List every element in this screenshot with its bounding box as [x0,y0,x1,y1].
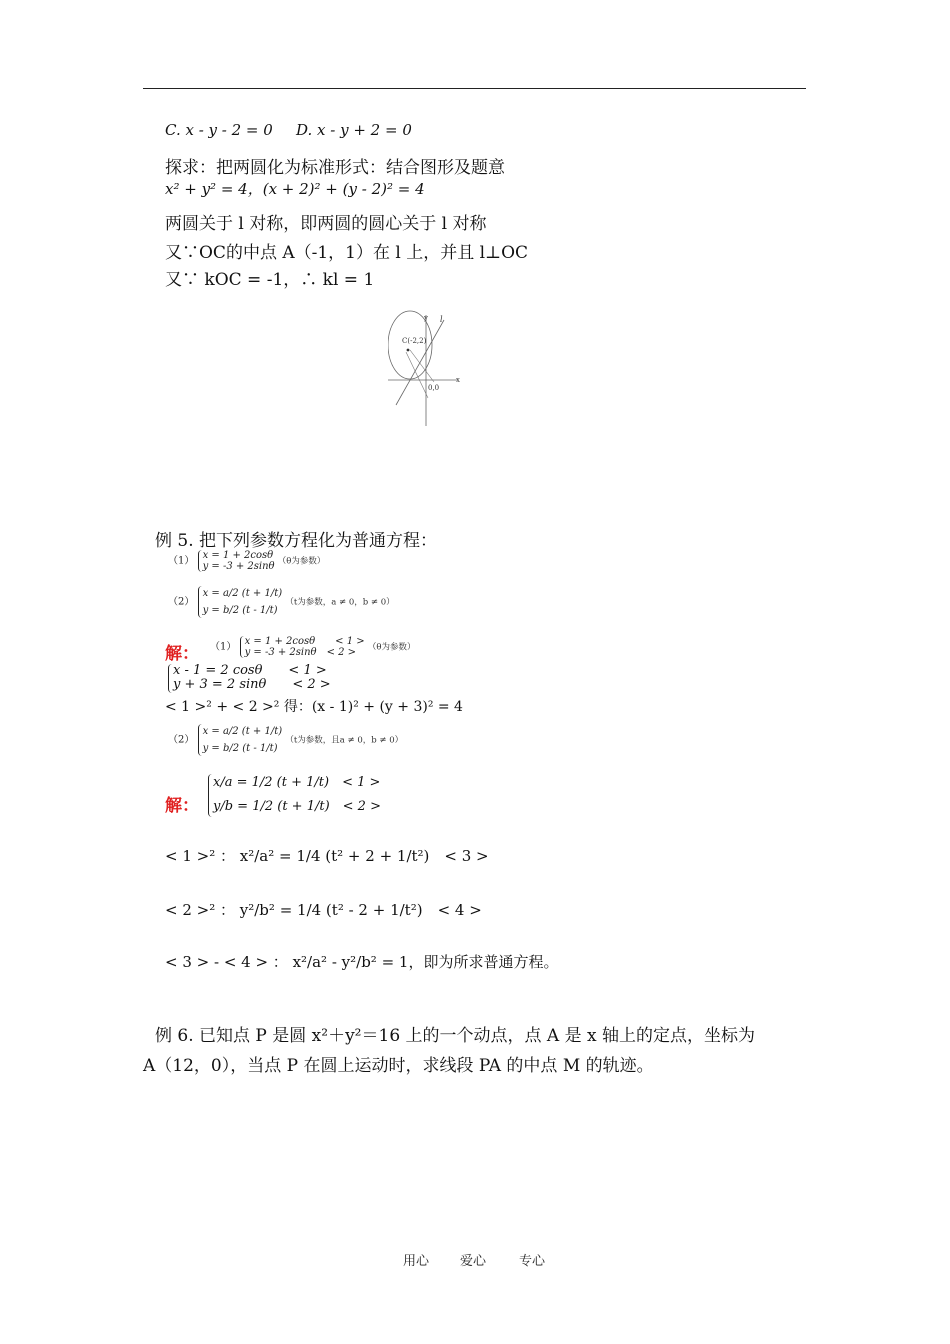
symmetry-line: 两圆关于 l 对称，即两圆的圆心关于 l 对称 [165,214,487,234]
slope-line: 又∵ kOC = -1，∴ kl = 1 [165,270,375,290]
option-c-text: C. x - y - 2 = 0 [165,121,273,139]
solution1b-brace [168,664,331,693]
step5-equation: < 3 > - < 4 > ： x²/a² - y²/b² = 1，即为所求普通方程。 [165,953,559,971]
solution2-label: 解： [165,796,199,816]
solution2b-eq1: x/a = 1/2 (t + 1/t) < 1 > [213,775,381,790]
solution1-label: 解： [165,644,199,664]
problem2-eq2: y = b/2 (t - 1/t) [202,605,278,616]
solution1b-eq1: x - 1 = 2 cosθ < 1 > [173,663,327,678]
solution1-num: （1） [210,641,237,653]
solution1-eq1: x = 1 + 2cosθ < 1 > [244,636,365,647]
footer-zhuanxin: 专心 [519,1254,546,1269]
figure-label-x: x [456,376,460,384]
problem1-system [198,550,275,572]
solution2-system [168,724,403,756]
problem1-eq2: y = -3 + 2sinθ [202,561,275,572]
step4-equation: < 2 >² ： y²/b² = 1/4 (t² - 2 + 1/t²) < 4 > [165,901,482,919]
solution2b-eq2: y/b = 1/2 (t + 1/t) < 2 > [213,799,381,815]
figure-label-l: l [440,315,443,324]
problem2 [168,586,395,618]
footer-aixin: 爱心 [460,1254,487,1269]
example5-title: 例 5. 把下列参数方程化为普通方程： [155,531,438,551]
option-d-text: D. x - y + 2 = 0 [296,121,412,139]
solution1b-system [168,664,331,693]
example6-line2: A（12，0），当点 P 在圆上运动时，求线段 PA 的中点 M 的轨迹。 [143,1056,654,1076]
solution2-num: （2） [168,734,195,746]
solution2b-brace [208,774,381,817]
solution1-result: < 1 >² + < 2 >² 得：(x - 1)² + (y + 3)² = 4 [165,699,463,715]
solution2b-system [208,774,381,817]
figure-segment-2 [410,350,434,382]
explore-line: 探求：把两圆化为标准形式：结合图形及题意 [165,158,505,178]
midpoint-line: 又∵OC的中点 A（-1，1）在 l 上，并且 l⊥OC [165,243,529,263]
figure-label-y: y [424,314,428,322]
solution1-note: （θ为参数） [367,642,416,653]
figure-label-c: C(-2,2) [402,337,427,345]
footer-yongxin: 用心 [403,1254,430,1269]
problem1-num: （1） [168,555,195,567]
figure-line-l [396,320,444,405]
option-d [296,121,412,139]
solution2-eq1: x = a/2 (t + 1/t) [202,726,283,737]
solution2-note: （t为参数，且a ≠ 0，b ≠ 0） [285,735,404,746]
solution1-system [210,636,415,658]
problem2-num: （2） [168,596,195,608]
standard-form-equation: x² + y² = 4，(x + 2)² + (y - 2)² = 4 [165,180,425,198]
solution1-brace [240,636,365,658]
problem2-eq1: x = a/2 (t + 1/t) [202,588,283,599]
solution2-eq2: y = b/2 (t - 1/t) [202,743,278,754]
solution1-eq2: y = -3 + 2sinθ < 2 > [244,647,357,658]
example6-line1: 例 6. 已知点 P 是圆 x²＋y²＝16 上的一个动点，点 A 是 x 轴上的定点，坐标为 [155,1026,756,1046]
header-rule [143,88,806,89]
step3-equation: < 1 >² ： x²/a² = 1/4 (t² + 2 + 1/t²) < 3 > [165,847,489,865]
problem2-system [198,586,283,618]
solution2-brace [198,724,283,756]
figure-label-o: 0,0 [428,384,440,392]
problem1-eq1: x = 1 + 2cosθ [202,550,274,561]
problem2-note: （t为参数，a ≠ 0，b ≠ 0） [285,597,395,608]
problem1 [168,550,325,572]
circle-figure [388,310,468,430]
problem1-note: （θ为参数） [277,556,326,567]
figure-point-c [407,349,410,352]
option-c [165,121,273,139]
solution1b-eq2: y + 3 = 2 sinθ < 2 > [173,677,331,693]
